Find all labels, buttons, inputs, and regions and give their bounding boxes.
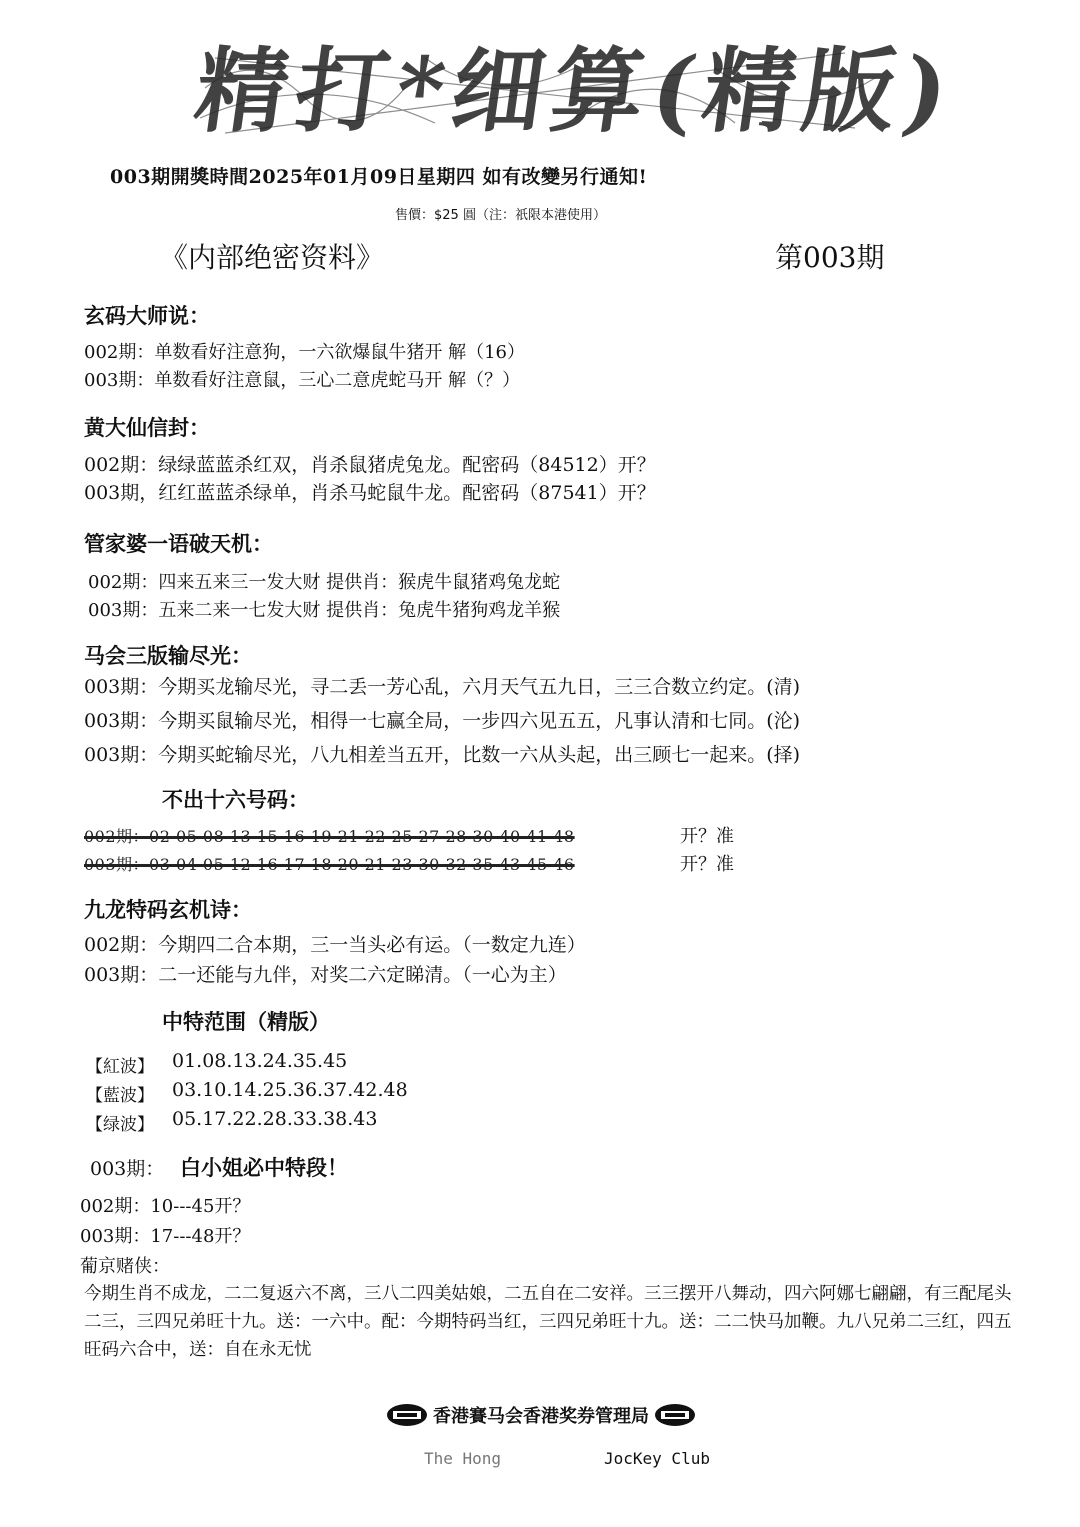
wave-numbers-red: 01.08.13.24.35.45 bbox=[172, 1050, 348, 1072]
three-versions-line: 003期：今期买龙输尽光，寻二丢一芳心乱，六月天气五九日，三三合数立约定。(清) bbox=[84, 676, 801, 698]
jockey-club-logo-icon bbox=[653, 1402, 697, 1428]
wave-label-red: 【紅波】 bbox=[86, 1057, 154, 1077]
issue-number: 第003期 bbox=[775, 241, 885, 274]
section-heading-kowloon-poem: 九龙特码玄机诗： bbox=[84, 897, 252, 922]
section-heading-three-versions: 马会三版输尽光： bbox=[84, 643, 252, 668]
lisboa-paragraph: 今期生肖不成龙，二二复返六不离，三八二四美姑娘，二五自在二安祥。三三摆开八舞动，四六阿娜七翩翩，有三配尾头二三，三四兄弟旺十九。送：一六中。配：今期特码当红，三四兄弟旺十九。送：二二快马加鞭。九八兄弟二三红，四五旺码六合中，送：自在永无忧 bbox=[84, 1284, 1012, 1360]
section-heading-housekeeper: 管家婆一语破天机： bbox=[84, 531, 273, 556]
three-versions-line: 003期：今期买蛇输尽光，八九相差当五开，比数一六从头起，出三顾七一起来。(择) bbox=[84, 744, 801, 766]
section-heading-range: 中特范围（精版） bbox=[162, 1009, 330, 1034]
jockey-club-logo-icon bbox=[385, 1402, 429, 1428]
svg-text:精打*细算(精版): 精打*细算(精版) bbox=[188, 36, 963, 145]
wave-label-blue: 【藍波】 bbox=[86, 1086, 154, 1106]
wave-numbers-green: 05.17.22.28.33.38.43 bbox=[172, 1108, 378, 1130]
footer-english-right: JocKey Club bbox=[604, 1449, 710, 1468]
draw-notice: 003期開獎時間2025年01月09日星期四 如有改變另行通知! bbox=[110, 166, 648, 188]
envelope-line: 003期，红红蓝蓝杀绿单，肖杀马蛇鼠牛龙。配密码（87541）开？ bbox=[84, 482, 656, 504]
excluded-numbers-tail: 开？准 bbox=[680, 854, 734, 875]
wave-numbers-blue: 03.10.14.25.36.37.42.48 bbox=[172, 1079, 408, 1101]
excluded-numbers-row: 002期：02 05 08 13 15 16 19 21 22 25 27 28 30 40 41 48 bbox=[84, 827, 575, 846]
master-line: 003期：单数看好注意鼠，三心二意虎蛇马开 解（？） bbox=[84, 370, 521, 391]
footer-english-left: The Hong bbox=[424, 1449, 502, 1468]
special-range-line: 003期：17---48开？ bbox=[80, 1226, 251, 1247]
kowloon-poem-line: 002期：今期四二合本期，三一当头必有运。（一数定九连） bbox=[84, 934, 586, 956]
section-heading-envelope: 黄大仙信封： bbox=[84, 415, 210, 440]
three-versions-line: 003期：今期买鼠输尽光，相得一七赢全局，一步四六见五五，凡事认清和七同。(沦) bbox=[84, 710, 801, 732]
wave-label-green: 【绿波】 bbox=[86, 1115, 154, 1135]
envelope-line: 002期：绿绿蓝蓝杀红双，肖杀鼠猪虎兔龙。配密码（84512）开？ bbox=[84, 454, 656, 476]
footer-organization bbox=[385, 1402, 697, 1428]
master-line: 002期：单数看好注意狗，一六欲爆鼠牛猪开 解（16） bbox=[84, 342, 525, 363]
housekeeper-line: 002期：四来五来三一发大财 提供肖：猴虎牛鼠猪鸡兔龙蛇 bbox=[88, 572, 561, 593]
section-heading-lisboa: 葡京赌侠： bbox=[80, 1256, 170, 1277]
special-range-line: 002期：10---45开？ bbox=[80, 1196, 251, 1217]
section-heading-miss-white: 白小姐必中特段！ bbox=[180, 1155, 348, 1180]
section-heading-master: 玄码大师说： bbox=[84, 303, 210, 328]
special-issue-prefix: 003期： bbox=[90, 1158, 165, 1180]
kowloon-poem-line: 003期：二一还能与九伴，对奖二六定睇清。（一心为主） bbox=[84, 964, 567, 986]
footer-org-text: 香港賽马会香港奖券管理局 bbox=[433, 1406, 649, 1427]
excluded-numbers-row: 003期：03 04 05 12 16 17 18 20 21 23 30 32 35 43 45 46 bbox=[84, 855, 575, 874]
title-artwork bbox=[188, 28, 963, 148]
section-heading-not-out-16: 不出十六号码： bbox=[162, 787, 309, 812]
document-title: 《内部绝密资料》 bbox=[160, 241, 385, 274]
excluded-numbers-tail: 开？准 bbox=[680, 826, 734, 847]
price-note: 售價：$25 圓（注：祇限本港使用） bbox=[395, 208, 606, 223]
housekeeper-line: 003期：五来二来一七发大财 提供肖：兔虎牛猪狗鸡龙羊猴 bbox=[88, 600, 561, 621]
